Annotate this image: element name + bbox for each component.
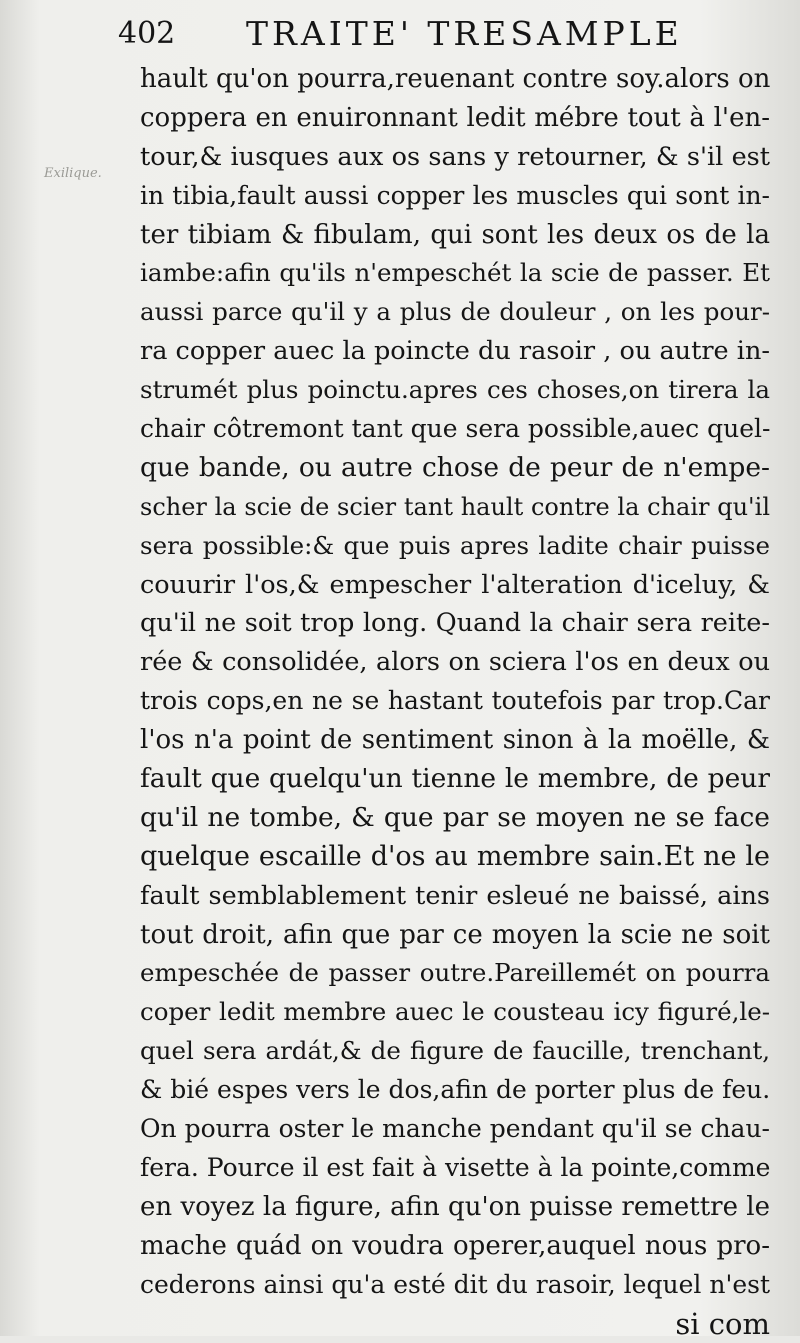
- text-line: fault semblablement tenir esleué ne baissé, ains: [140, 877, 770, 916]
- text-line: aussi parce qu'il y a plus de douleur , on les pour-: [140, 293, 770, 332]
- text-line: empeschée de passer outre.Pareillemét on pourra: [140, 954, 770, 993]
- text-line: coppera en enuironnant ledit mébre tout à l'en-: [140, 99, 770, 138]
- text-line: l'os n'a point de sentiment sinon à la moëlle, &: [140, 721, 770, 760]
- text-line: sera possible:& que puis apres ladite chair puisse: [140, 527, 770, 566]
- text-line: chair côtremont tant que sera possible,auec quel-: [140, 410, 770, 449]
- text-line: iambe:afin qu'ils n'empeschét la scie de passer. Et: [140, 254, 770, 293]
- text-line: On pourra oster le manche pendant qu'il se chau-: [140, 1110, 770, 1149]
- text-line: & bié espes vers le dos,afin de porter plus de feu.: [140, 1071, 770, 1110]
- text-line: cederons ainsi qu'a esté dit du rasoir, lequel n'est: [140, 1266, 770, 1305]
- text-line: fault que quelqu'un tienne le membre, de peur: [140, 760, 770, 799]
- text-line: fera. Pource il est fait à visette à la pointe,comme: [140, 1149, 770, 1188]
- text-line: qu'il ne soit trop long. Quand la chair sera reite-: [140, 604, 770, 643]
- text-line: si com: [140, 1305, 770, 1343]
- text-line: hault qu'on pourra,reuenant contre soy.alors on: [140, 60, 770, 99]
- text-line: quelque escaille d'os au membre sain.Et ne le: [140, 838, 770, 877]
- text-line: en voyez la figure, afin qu'on puisse remettre le: [140, 1188, 770, 1227]
- text-line: que bande, ou autre chose de peur de n'empe-: [140, 449, 770, 488]
- running-title: TRAITE' TRESAMPLE: [246, 14, 683, 53]
- text-line: ter tibiam & fibulam, qui sont les deux os de la: [140, 216, 770, 255]
- margin-note: Exilique.: [44, 166, 102, 181]
- text-line: couurir l'os,& empescher l'alteration d'iceluy, &: [140, 566, 770, 605]
- text-line: in tibia,fault aussi copper les muscles qui sont in-: [140, 177, 770, 216]
- text-line: strumét plus poinctu.apres ces choses,on tirera la: [140, 371, 770, 410]
- body-text: [140, 60, 770, 1343]
- text-line: coper ledit membre auec le cousteau icy figuré,le-: [140, 993, 770, 1032]
- page-number: 402: [118, 16, 175, 51]
- text-line: tout droit, afin que par ce moyen la scie ne soit: [140, 916, 770, 955]
- text-line: tour,& iusques aux os sans y retourner, & s'il est: [140, 138, 770, 177]
- text-line: trois cops,en ne se hastant toutefois par trop.Car: [140, 682, 770, 721]
- text-line: mache quád on voudra operer,auquel nous pro-: [140, 1227, 770, 1266]
- text-line: rée & consolidée, alors on sciera l'os en deux ou: [140, 643, 770, 682]
- text-line: ra copper auec la poincte du rasoir , ou autre in-: [140, 332, 770, 371]
- page-header: [118, 12, 770, 56]
- text-line: scher la scie de scier tant hault contre la chair qu'il: [140, 488, 770, 527]
- text-line: quel sera ardát,& de figure de faucille, trenchant,: [140, 1032, 770, 1071]
- text-line: qu'il ne tombe, & que par se moyen ne se face: [140, 799, 770, 838]
